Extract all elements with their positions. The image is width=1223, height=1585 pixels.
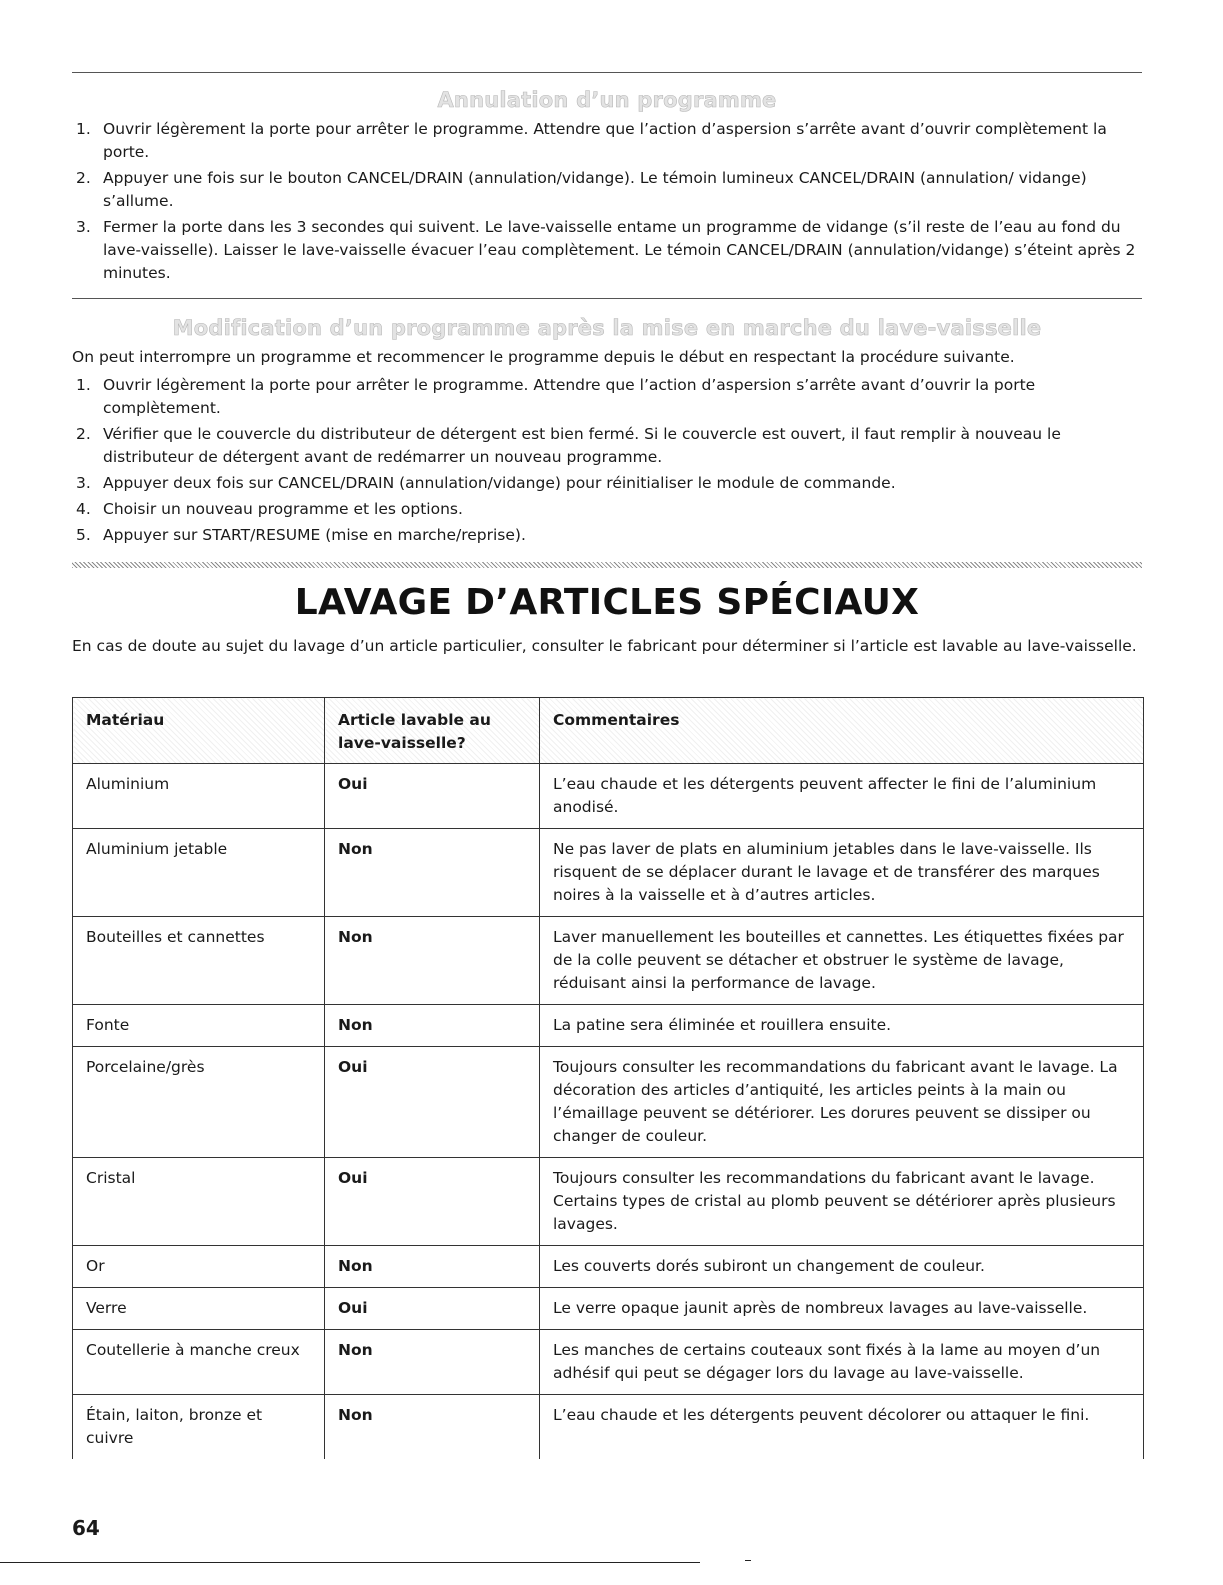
list-item [72,118,1142,164]
dishwasher-safe-cell: Non [325,1330,540,1395]
dishwasher-safe-cell: Non [325,1395,540,1460]
step-number: 5. [76,526,91,544]
comment-cell: L’eau chaude et les détergents peuvent affecter le fini de l’aluminium anodisé. [540,764,1144,829]
bottom-edge-tick [745,1560,751,1561]
table-row [73,764,1144,829]
dishwasher-safe-cell: Oui [325,1158,540,1246]
step-text: Vérifier que le couvercle du distributeur de détergent est bien fermé. Si le couvercle est ouvert, il faut remplir à nouveau le distributeur de détergent avant de redémarrer un nouveau programme. [103,425,1061,466]
list-item [72,423,1142,469]
bottom-edge-line [0,1562,700,1563]
special-items-section [72,582,1142,658]
step-number: 3. [76,218,91,236]
column-header-dishwasher-safe: Article lavable au lave-vaisselle? [325,698,540,764]
table-row [73,1330,1144,1395]
top-rule [72,72,1142,73]
material-cell: Étain, laiton, bronze et cuivre [73,1395,325,1460]
material-cell: Bouteilles et cannettes [73,917,325,1005]
step-number: 2. [76,425,91,443]
comment-cell: L’eau chaude et les détergents peuvent décolorer ou attaquer le fini. [540,1395,1144,1460]
hatched-divider [72,562,1142,568]
table-row [73,829,1144,917]
comment-cell: Laver manuellement les bouteilles et cannettes. Les étiquettes fixées par de la colle peuvent se détacher et obstruer le système de lavage, réduisant ainsi la performance de lavage. [540,917,1144,1005]
page-title: LAVAGE D’ARTICLES SPÉCIAUX [294,582,920,623]
section-change-cycle [72,316,1142,550]
materials-table [72,697,1144,1459]
material-cell: Coutellerie à manche creux [73,1330,325,1395]
dishwasher-safe-cell: Non [325,917,540,1005]
material-cell: Or [73,1246,325,1288]
column-header-comments: Commentaires [540,698,1144,764]
comment-cell: La patine sera éliminée et rouillera ensuite. [540,1005,1144,1047]
column-header-material: Matériau [73,698,325,764]
dishwasher-safe-cell: Non [325,829,540,917]
dishwasher-safe-cell: Oui [325,1288,540,1330]
list-item [72,216,1142,285]
section-title-cancel: Annulation d’un programme [437,88,777,112]
comment-cell: Les couverts dorés subiront un changement de couleur. [540,1246,1144,1288]
table-row [73,1288,1144,1330]
section-cancel-cycle [72,88,1142,288]
step-number: 2. [76,169,91,187]
list-item [72,524,1142,547]
material-cell: Aluminium jetable [73,829,325,917]
section-divider [72,298,1142,299]
step-text: Appuyer deux fois sur CANCEL/DRAIN (annulation/vidange) pour réinitialiser le module de commande. [103,474,896,492]
table-row [73,1158,1144,1246]
dishwasher-safe-cell: Non [325,1005,540,1047]
section-intro: On peut interrompre un programme et recommencer le programme depuis le début en respectant la procédure suivante. [72,348,1015,366]
table-row [73,1005,1144,1047]
material-cell: Fonte [73,1005,325,1047]
material-cell: Cristal [73,1158,325,1246]
comment-cell: Toujours consulter les recommandations du fabricant avant le lavage. La décoration des articles d’antiquité, les articles peints à la main ou l’émaillage peuvent se détériorer. Les dorures peuvent se dissiper ou changer de couleur. [540,1047,1144,1158]
material-cell: Aluminium [73,764,325,829]
step-number: 3. [76,474,91,492]
comment-cell: Les manches de certains couteaux sont fixés à la lame au moyen d’un adhésif qui peut se dégager lors du lavage au lave-vaisselle. [540,1330,1144,1395]
step-number: 1. [76,120,91,138]
list-item [72,498,1142,521]
section-title-change: Modification d’un programme après la mise en marche du lave-vaisselle [172,316,1042,340]
step-text: Choisir un nouveau programme et les options. [103,500,463,518]
list-item [72,374,1142,420]
step-text: Ouvrir légèrement la porte pour arrêter le programme. Attendre que l’action d’aspersion s’arrête avant d’ouvrir complètement la porte. [103,120,1107,161]
comment-cell: Toujours consulter les recommandations du fabricant avant le lavage. Certains types de cristal au plomb peuvent se détériorer après plusieurs lavages. [540,1158,1144,1246]
cancel-steps-list [72,118,1142,285]
list-item [72,167,1142,213]
step-text: Ouvrir légèrement la porte pour arrêter le programme. Attendre que l’action d’aspersion s’arrête avant d’ouvrir la porte complètement. [103,376,1036,417]
comment-cell: Ne pas laver de plats en aluminium jetables dans le lave-vaisselle. Ils risquent de se déplacer durant le lavage et de transférer des marques noires à la vaisselle et à d’autres articles. [540,829,1144,917]
dishwasher-safe-cell: Oui [325,1047,540,1158]
change-steps-list [72,374,1142,547]
dishwasher-safe-cell: Non [325,1246,540,1288]
step-number: 1. [76,376,91,394]
table-row [73,1047,1144,1158]
step-text: Appuyer sur START/RESUME (mise en marche/reprise). [103,526,526,544]
material-cell: Verre [73,1288,325,1330]
dishwasher-safe-cell: Oui [325,764,540,829]
step-text: Fermer la porte dans les 3 secondes qui suivent. Le lave-vaisselle entame un programme de vidange (s’il reste de l’eau au fond du lave-vaisselle). Laisser le lave-vaisselle évacuer l’eau complètement. Le témoin CANCEL/DRAIN (annulation/vidange) s’éteint après 2 minutes. [103,218,1136,282]
table-row [73,917,1144,1005]
list-item [72,472,1142,495]
table-row [73,1395,1144,1460]
section-intro: En cas de doute au sujet du lavage d’un article particulier, consulter le fabricant pour déterminer si l’article est lavable au lave-vaisselle. [72,637,1137,655]
material-cell: Porcelaine/grès [73,1047,325,1158]
table-row [73,1246,1144,1288]
materials-table-wrapper [72,697,1144,1459]
step-text: Appuyer une fois sur le bouton CANCEL/DRAIN (annulation/vidange). Le témoin lumineux CANCEL/DRAIN (annulation/ vidange) s’allume. [103,169,1087,210]
comment-cell: Le verre opaque jaunit après de nombreux lavages au lave-vaisselle. [540,1288,1144,1330]
table-header-row [73,698,1144,764]
step-number: 4. [76,500,91,518]
page-number: 64 [72,1516,100,1540]
